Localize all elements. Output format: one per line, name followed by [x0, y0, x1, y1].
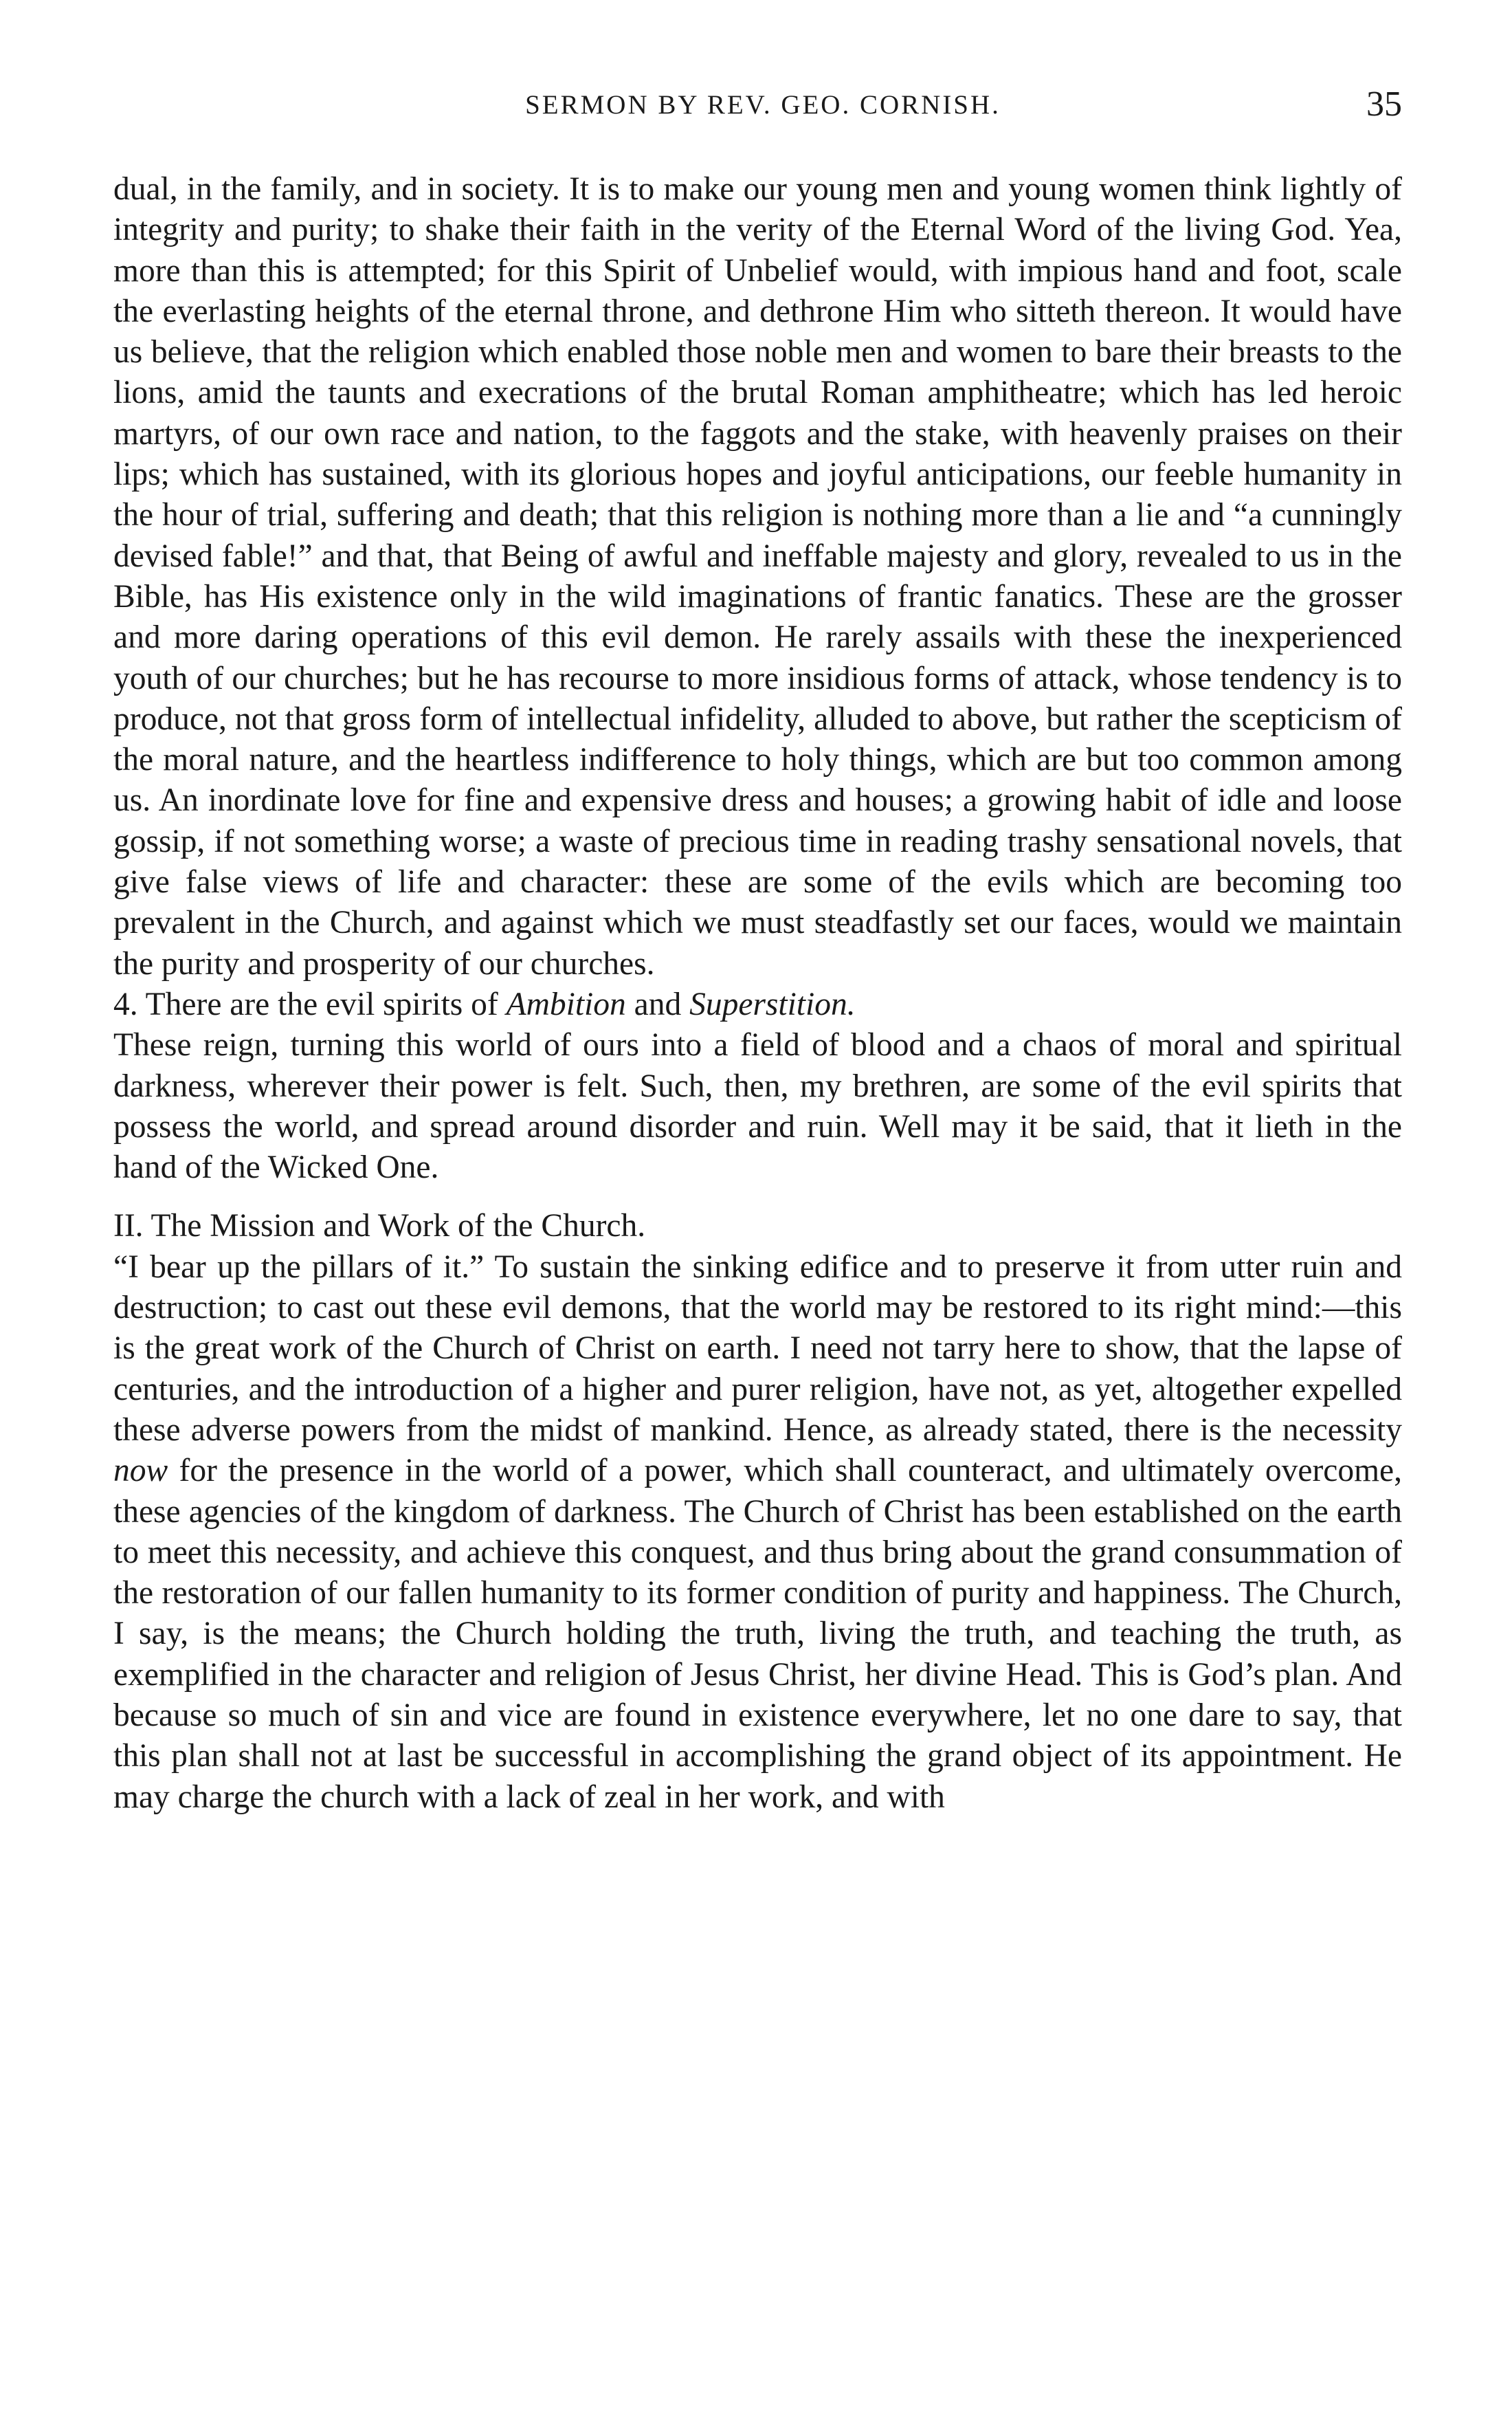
body-text	[113, 169, 1402, 1818]
point-text: There are the evil spirits of	[145, 986, 498, 1022]
section-heading: II. The Mission and Work of the Church.	[113, 1208, 646, 1244]
running-title: SERMON BY REV. GEO. CORNISH.	[525, 90, 1001, 120]
point-conjunction: and	[634, 986, 682, 1022]
italic-superstition: Superstition.	[689, 986, 856, 1022]
paragraph-continued: dual, in the family, and in society. It is to make our young men and young women think lightly of integrity and purity; to shake their faith in the verity of the Eternal Word of the living God. Yea, more than this is attempted; for this Spirit of Unbelief would, with impious hand and foot, scale the everlasting heights of the eternal throne, and dethrone Him who sitteth thereon. It would have us believe, that the religion which enabled those noble men and women to bare their breasts to the lions, amid the taunts and execrations of the brutal Roman amphitheatre; which has led heroic martyrs, of our own race and nation, to the faggots and the stake, with heavenly praises on their lips; which has sustained, with its glorious hopes and joyful anticipations, our feeble humanity in the hour of trial, suffering and death; that this religion is nothing more than a lie and “a cunningly devised fable!” and that, that Being of awful and ineffable majesty and glory, revealed to us in the Bible, has His existence only in the wild imaginations of frantic fanatics. These are the grosser and more daring operations of this evil demon. He rarely assails with these the inexperienced youth of our churches; but he has recourse to more insidious forms of attack, whose tendency is to produce, not that gross form of intellectual infidelity, alluded to above, but rather the scepticism of the moral nature, and the heartless indifference to holy things, which are but too common among us. An inordinate love for fine and expensive dress and houses; a growing habit of idle and loose gossip, if not something worse; a waste of precious time in reading trashy sensational novels, that give false views of life and character: these are some of the evils which are becoming too prevalent in the Church, and against which we must steadfastly set our faces, would we maintain the purity and prosperity of our churches.	[113, 171, 1402, 982]
page-number: 35	[1366, 85, 1402, 124]
italic-ambition: Ambition	[506, 986, 626, 1022]
mission-text-end: for the presence in the world of a power, which shall counteract, and ultimately overcome, these agencies of the kingdom of darkness. The Church of Christ has been established on the earth to meet this necessity, and achieve this conquest, and thus bring about the grand consummation of the restoration of our fallen humanity to its former condition of purity and happiness. The Church, I say, is the means; the Church holding the truth, living the truth, and teaching the truth, as exemplified in the character and religion of Jesus Christ, her divine Head. This is God’s plan. And because so much of sin and vice are found in existence everywhere, let no one dare to say, that this plan shall not at last be successful in accomplishing the grand object of its appointment. He may charge the church with a lack of zeal in her work, and with	[113, 1453, 1403, 1815]
point-number: 4.	[113, 986, 138, 1022]
running-header	[124, 76, 1402, 131]
paragraph-evil-spirits: These reign, turning this world of ours into a field of blood and a chaos of moral and spiritual darkness, wherever their power is felt. Such, then, my brethren, are some of the evil spirits that possess the world, and spread around disorder and ruin. Well may it be said, that it lieth in the hand of the Wicked One.	[113, 1027, 1402, 1186]
numbered-point-4	[113, 984, 1402, 1025]
paragraph-mission	[113, 1247, 1402, 1818]
mission-text-start: “I bear up the pillars of it.” To sustain the sinking edifice and to preserve it from utter ruin and destruction; to cast out these evil demons, that the world may be restored to its right mind:—this is the great work of the Church of Christ on earth. I need not tarry here to show, that the lapse of centuries, and the introduction of a higher and purer religion, have not, as yet, altogether expelled these adverse powers from the midst of mankind. Hence, as already stated, there is the necessity	[113, 1248, 1402, 1448]
italic-now: now	[113, 1453, 168, 1489]
